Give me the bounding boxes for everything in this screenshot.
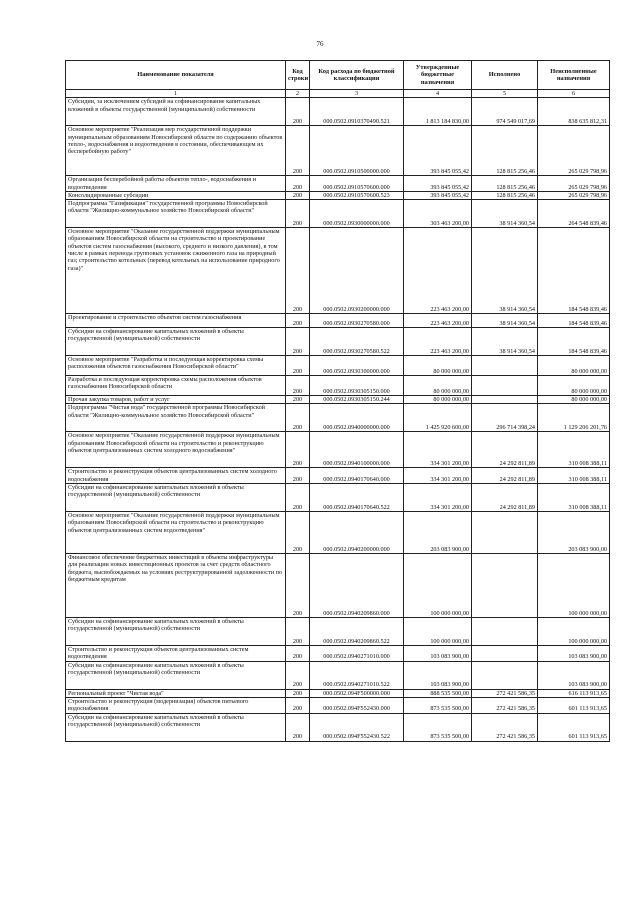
budget-code-cell: 000.0502.0910570600.523: [310, 191, 404, 199]
line-code-cell: 200: [286, 618, 310, 646]
line-code-cell: 200: [286, 176, 310, 192]
table-row: [66, 618, 610, 646]
table-row: [66, 126, 610, 176]
budget-code-cell: 000.0502.0910370490.521: [310, 98, 404, 126]
column-number: 4: [404, 90, 472, 98]
line-code-cell: 200: [286, 314, 310, 328]
approved-amount-cell: 334 301 200,00: [404, 432, 472, 468]
indicator-name-cell: Разработка и последующая корректировка схемы расположения объектов газоснабжения Новосибирской области: [66, 376, 286, 396]
indicator-name-cell: Основное мероприятие "Разработка и последующая корректировка схемы расположения объектов газоснабжения Новосибирской области": [66, 356, 286, 376]
line-code-cell: 200: [286, 468, 310, 484]
approved-amount-cell: 100 000 000,00: [404, 618, 472, 646]
indicator-name-cell: Региональный проект "Чистая вода": [66, 689, 286, 697]
approved-amount-cell: 80 000 000,00: [404, 356, 472, 376]
column-number: 1: [66, 90, 286, 98]
table-row: [66, 191, 610, 199]
column-number: 6: [538, 90, 610, 98]
executed-amount-cell: [472, 396, 538, 404]
executed-amount-cell: [472, 554, 538, 618]
table-row: [66, 176, 610, 192]
line-code-cell: 200: [286, 432, 310, 468]
approved-amount-cell: 334 301 200,00: [404, 484, 472, 512]
approved-amount-cell: 393 845 055,42: [404, 126, 472, 176]
remaining-amount-cell: 80 000 000,00: [538, 376, 610, 396]
approved-amount-cell: 1 813 184 830,00: [404, 98, 472, 126]
budget-code-cell: 000.0502.0930300000.000: [310, 356, 404, 376]
approved-amount-cell: 223 463 200,00: [404, 314, 472, 328]
line-code-cell: 200: [286, 356, 310, 376]
table-row: [66, 356, 610, 376]
executed-amount-cell: 24 292 811,89: [472, 468, 538, 484]
approved-amount-cell: 334 301 200,00: [404, 468, 472, 484]
indicator-name-cell: Субсидии на софинансирование капитальных вложений в объекты государственной (муниципальной) собственности: [66, 713, 286, 741]
executed-amount-cell: 128 815 256,46: [472, 191, 538, 199]
approved-amount-cell: 223 463 200,00: [404, 228, 472, 314]
table-row: [66, 484, 610, 512]
table-row: [66, 396, 610, 404]
remaining-amount-cell: 264 548 839,46: [538, 200, 610, 228]
remaining-amount-cell: 616 113 913,65: [538, 689, 610, 697]
approved-amount-cell: 303 463 200,00: [404, 200, 472, 228]
remaining-amount-cell: 100 000 000,00: [538, 554, 610, 618]
remaining-amount-cell: 310 008 388,11: [538, 468, 610, 484]
budget-code-cell: 000.0502.0940271010.000: [310, 646, 404, 662]
line-code-cell: 200: [286, 98, 310, 126]
header-line-code: Код строки: [286, 61, 310, 90]
executed-amount-cell: 38 914 360,54: [472, 200, 538, 228]
indicator-name-cell: Строительство и реконструкция объектов централизованных систем водоотведения: [66, 646, 286, 662]
executed-amount-cell: 38 914 360,54: [472, 314, 538, 328]
line-code-cell: 200: [286, 646, 310, 662]
line-code-cell: 200: [286, 484, 310, 512]
budget-code-cell: 000.0502.0940209860.522: [310, 618, 404, 646]
budget-code-cell: 000.0502.0940100000.000: [310, 432, 404, 468]
table-row: [66, 661, 610, 689]
budget-code-cell: 000.0502.0940200000.000: [310, 512, 404, 554]
line-code-cell: 200: [286, 396, 310, 404]
executed-amount-cell: 24 292 811,89: [472, 432, 538, 468]
approved-amount-cell: 203 083 900,00: [404, 512, 472, 554]
indicator-name-cell: Основное мероприятие "Оказание государственной поддержки муниципальным образованиям Новосибирской области на строительство и реконструкцию объектов централизованных систем холодного водоснабжения": [66, 432, 286, 468]
executed-amount-cell: 272 421 586,35: [472, 697, 538, 713]
table-row: [66, 98, 610, 126]
line-code-cell: 200: [286, 200, 310, 228]
remaining-amount-cell: 80 000 000,00: [538, 356, 610, 376]
approved-amount-cell: 888 535 500,00: [404, 689, 472, 697]
indicator-name-cell: Консолидированные субсидии: [66, 191, 286, 199]
indicator-name-cell: Основное мероприятие "Оказание государственной поддержки муниципальным образованиям Новосибирской области на строительство и проектирование объектов систем газоснабжения (высокого, среднего и низкого давления), в том числе в рамках перевода групповых установок сжиженного газа на природный газ; строительство котельных (перевод котельных на использование природного газа)": [66, 228, 286, 314]
approved-amount-cell: 393 845 055,42: [404, 176, 472, 192]
remaining-amount-cell: 184 548 839,46: [538, 328, 610, 356]
indicator-name-cell: Субсидии на софинансирование капитальных вложений в объекты государственной (муниципальной) собственности: [66, 661, 286, 689]
budget-code-cell: 000.0502.0930000000.000: [310, 200, 404, 228]
approved-amount-cell: 223 463 200,00: [404, 328, 472, 356]
table-row: [66, 200, 610, 228]
table-row: [66, 404, 610, 432]
column-number: 3: [310, 90, 404, 98]
table-row: [66, 376, 610, 396]
line-code-cell: 200: [286, 126, 310, 176]
header-remaining: Неисполненные назначения: [538, 61, 610, 90]
budget-code-cell: 000.0502.0940209860.000: [310, 554, 404, 618]
executed-amount-cell: [472, 661, 538, 689]
column-number: 5: [472, 90, 538, 98]
indicator-name-cell: Организация бесперебойной работы объектов тепло-, водоснабжения и водоотведения: [66, 176, 286, 192]
table-row: [66, 713, 610, 741]
approved-amount-cell: 873 535 500,00: [404, 713, 472, 741]
indicator-name-cell: Субсидии на софинансирование капитальных вложений в объекты государственной (муниципальной) собственности: [66, 328, 286, 356]
executed-amount-cell: 128 815 256,46: [472, 176, 538, 192]
indicator-name-cell: Подпрограмма "Чистая вода" государственной программы Новосибирской области "Жилищно-коммунальное хозяйство Новосибирской области": [66, 404, 286, 432]
table-row: [66, 646, 610, 662]
table-row: [66, 314, 610, 328]
indicator-name-cell: Субсидии на софинансирование капитальных вложений в объекты государственной (муниципальной) собственности: [66, 484, 286, 512]
remaining-amount-cell: 601 113 913,65: [538, 713, 610, 741]
table-row: [66, 697, 610, 713]
table-row: [66, 554, 610, 618]
indicator-name-cell: Строительство и реконструкция (модернизация) объектов питьевого водоснабжения: [66, 697, 286, 713]
line-code-cell: 200: [286, 191, 310, 199]
remaining-amount-cell: 1 129 206 201,76: [538, 404, 610, 432]
executed-amount-cell: 296 714 398,24: [472, 404, 538, 432]
remaining-amount-cell: 310 008 388,11: [538, 484, 610, 512]
remaining-amount-cell: 203 083 900,00: [538, 512, 610, 554]
line-code-cell: 200: [286, 328, 310, 356]
budget-code-cell: 000.0502.0910500000.000: [310, 126, 404, 176]
line-code-cell: 200: [286, 404, 310, 432]
table-body: [66, 98, 610, 741]
column-number-row: [66, 90, 610, 98]
remaining-amount-cell: 265 029 798,96: [538, 191, 610, 199]
remaining-amount-cell: 838 635 812,31: [538, 98, 610, 126]
approved-amount-cell: 80 000 000,00: [404, 376, 472, 396]
line-code-cell: 200: [286, 376, 310, 396]
approved-amount-cell: 1 425 920 600,00: [404, 404, 472, 432]
remaining-amount-cell: 100 000 000,00: [538, 618, 610, 646]
line-code-cell: 200: [286, 512, 310, 554]
budget-code-cell: 000.0502.094F552430.522: [310, 713, 404, 741]
header-row: [66, 61, 610, 90]
header-indicator-name: Наименование показателя: [66, 61, 286, 90]
line-code-cell: 200: [286, 661, 310, 689]
approved-amount-cell: 393 845 055,42: [404, 191, 472, 199]
budget-execution-table: [65, 60, 610, 742]
executed-amount-cell: 24 292 811,89: [472, 484, 538, 512]
indicator-name-cell: Финансовое обеспечение бюджетных инвестиций в объекты инфраструктуры для реализации новых инвестиционных проектов за счет средств областного бюджета, высвобождаемых на условиях реструктурированной задолженности по бюджетным кредитам: [66, 554, 286, 618]
table-row: [66, 432, 610, 468]
budget-code-cell: 000.0502.094F552430.000: [310, 697, 404, 713]
indicator-name-cell: Прочая закупка товаров, работ и услуг: [66, 396, 286, 404]
indicator-name-cell: Основное мероприятие "Оказание государственной поддержки муниципальным образованиям Новосибирской области на строительство и реконструкцию объектов централизованных систем водоотведения": [66, 512, 286, 554]
executed-amount-cell: 38 914 360,54: [472, 328, 538, 356]
budget-code-cell: 000.0502.0930270580.000: [310, 314, 404, 328]
header-budget-code: Код расхода по бюджетной классификации: [310, 61, 404, 90]
budget-code-cell: 000.0502.0910570600.000: [310, 176, 404, 192]
header-executed: Исполнено: [472, 61, 538, 90]
table-row: [66, 468, 610, 484]
budget-code-cell: 000.0502.0940170640.522: [310, 484, 404, 512]
budget-code-cell: 000.0502.0940271010.522: [310, 661, 404, 689]
remaining-amount-cell: 80 000 000,00: [538, 396, 610, 404]
line-code-cell: 200: [286, 697, 310, 713]
approved-amount-cell: 100 000 000,00: [404, 554, 472, 618]
remaining-amount-cell: 103 083 900,00: [538, 661, 610, 689]
line-code-cell: 200: [286, 228, 310, 314]
budget-code-cell: 000.0502.0940000000.000: [310, 404, 404, 432]
remaining-amount-cell: 103 083 900,00: [538, 646, 610, 662]
executed-amount-cell: 128 815 256,46: [472, 126, 538, 176]
executed-amount-cell: [472, 646, 538, 662]
budget-code-cell: 000.0502.0930305150.244: [310, 396, 404, 404]
table-row: [66, 689, 610, 697]
table-row: [66, 512, 610, 554]
executed-amount-cell: [472, 512, 538, 554]
budget-code-cell: 000.0502.0930305150.000: [310, 376, 404, 396]
line-code-cell: 200: [286, 689, 310, 697]
remaining-amount-cell: 184 548 839,46: [538, 228, 610, 314]
approved-amount-cell: 103 083 900,00: [404, 661, 472, 689]
executed-amount-cell: [472, 618, 538, 646]
approved-amount-cell: 80 000 000,00: [404, 396, 472, 404]
budget-code-cell: 000.0502.094F500000.000: [310, 689, 404, 697]
approved-amount-cell: 873 535 500,00: [404, 697, 472, 713]
page-number: 76: [316, 40, 324, 48]
table-row: [66, 228, 610, 314]
executed-amount-cell: [472, 356, 538, 376]
executed-amount-cell: 38 914 360,54: [472, 228, 538, 314]
table-row: [66, 328, 610, 356]
indicator-name-cell: Строительство и реконструкция объектов централизованных систем холодного водоснабжения: [66, 468, 286, 484]
remaining-amount-cell: 184 548 839,46: [538, 314, 610, 328]
remaining-amount-cell: 265 029 798,96: [538, 176, 610, 192]
indicator-name-cell: Субсидии на софинансирование капитальных вложений в объекты государственной (муниципальной) собственности: [66, 618, 286, 646]
approved-amount-cell: 103 083 900,00: [404, 646, 472, 662]
executed-amount-cell: 272 421 586,35: [472, 689, 538, 697]
line-code-cell: 200: [286, 554, 310, 618]
remaining-amount-cell: 601 113 913,65: [538, 697, 610, 713]
indicator-name-cell: Субсидии, за исключением субсидий на софинансирование капитальных вложений в объекты государственной (муниципальной) собственности: [66, 98, 286, 126]
indicator-name-cell: Подпрограмма "Газификация" государственной программы Новосибирской области "Жилищно-коммунальное хозяйство Новосибирской области": [66, 200, 286, 228]
column-number: 2: [286, 90, 310, 98]
header-approved: Утвержденные бюджетные назначения: [404, 61, 472, 90]
line-code-cell: 200: [286, 713, 310, 741]
budget-code-cell: 000.0502.0930270580.522: [310, 328, 404, 356]
indicator-name-cell: Проектирование и строительство объектов систем газоснабжения: [66, 314, 286, 328]
executed-amount-cell: 272 421 586,35: [472, 713, 538, 741]
indicator-name-cell: Основное мероприятие "Реализация мер государственной поддержки муниципальным образованиям Новосибирской области по содержанию объектов тепло-, водоснабжения и водоотведения в состоянии, обеспечивающем их бесперебойную работу": [66, 126, 286, 176]
executed-amount-cell: 974 549 017,69: [472, 98, 538, 126]
remaining-amount-cell: 310 008 388,11: [538, 432, 610, 468]
budget-code-cell: 000.0502.0930200000.000: [310, 228, 404, 314]
remaining-amount-cell: 265 029 798,96: [538, 126, 610, 176]
executed-amount-cell: [472, 376, 538, 396]
budget-code-cell: 000.0502.0940170640.000: [310, 468, 404, 484]
